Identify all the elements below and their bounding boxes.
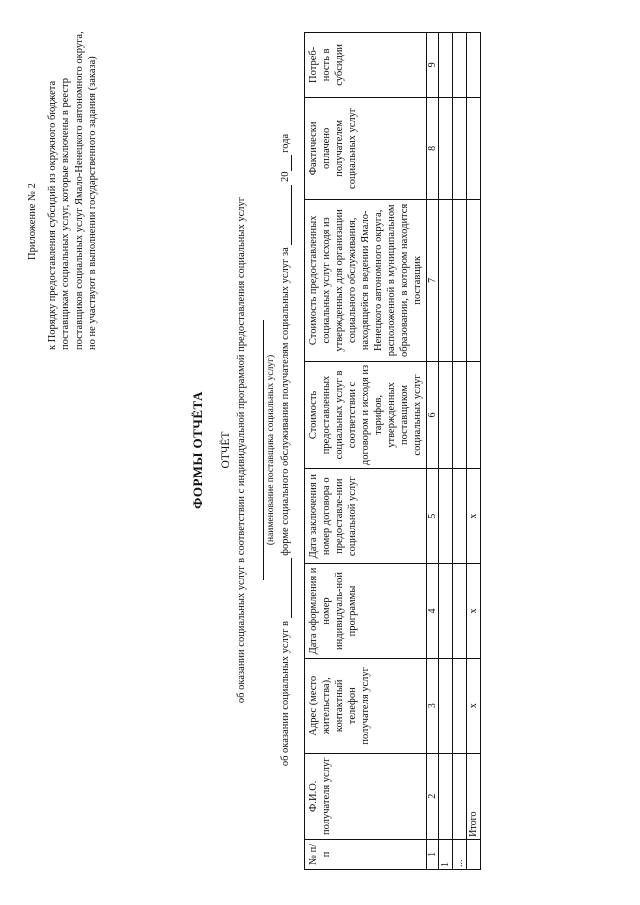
table-cell — [467, 33, 481, 98]
table-cell: х — [467, 564, 481, 659]
table-cell — [467, 200, 481, 362]
appendix-number: Приложение № 2 — [27, 183, 38, 260]
table-cell: х — [467, 658, 481, 753]
table-cell — [467, 361, 481, 469]
table-header-row — [305, 33, 427, 870]
table-cell — [439, 564, 453, 659]
period-text-c: за — [280, 247, 291, 257]
col-number: 4 — [427, 564, 439, 659]
table-number-row — [427, 33, 439, 870]
period-text-e: года — [280, 133, 291, 153]
col-number: 1 — [427, 839, 439, 869]
table-cell — [439, 469, 453, 564]
year-blank — [280, 155, 292, 171]
table-cell — [453, 564, 467, 659]
period-text-b: форме социального обслуживания получателям социальных услуг — [280, 258, 291, 556]
col-number: 7 — [427, 200, 439, 362]
table-cell — [467, 839, 481, 869]
rotated-document-page — [20, 30, 620, 870]
col-number: 5 — [427, 469, 439, 564]
col-header-num: № п/п — [305, 839, 427, 869]
col-number: 3 — [427, 658, 439, 753]
report-table — [304, 32, 481, 870]
table-cell — [439, 658, 453, 753]
appendix-block — [26, 30, 100, 350]
table-cell — [467, 97, 481, 199]
table-row — [439, 33, 453, 870]
report-period-line — [280, 30, 292, 870]
table-cell — [453, 469, 467, 564]
col-header-address: Адрес (место жительства), контактный телефон получателя услуг — [305, 658, 427, 753]
table-cell — [439, 200, 453, 362]
table-cell — [453, 97, 467, 199]
col-header-contract: Дата заключения и номер договора о предоставле-нии социальной услуг — [305, 469, 427, 564]
provider-name-line — [252, 320, 264, 580]
col-header-name: Ф.И.О. получателя услуг — [305, 753, 427, 839]
table-row — [453, 33, 467, 870]
col-header-paid: Фактически оплачено получателем социальных услуг — [305, 97, 427, 199]
table-cell — [439, 361, 453, 469]
report-subtitle: об оказании социальных услуг в соответствии с индивидуальной программой предоставления социальных услуг — [236, 196, 247, 704]
table-cell: 1 — [439, 839, 453, 869]
table-cell — [453, 658, 467, 753]
table-cell — [453, 361, 467, 469]
table-cell: ... — [453, 839, 467, 869]
period-blank — [280, 185, 292, 245]
appendix-text: к Порядку предоставления субсидий из окружного бюджета поставщикам социальных услуг, которые включены в реестр поставщиков социальных услуг Ямало-Ненецкого автономного округа, но не участвуют в выполнении государственного задания (заказа) — [46, 31, 99, 350]
col-number: 8 — [427, 97, 439, 199]
col-header-subsidy: Потреб-ность в субсидии — [305, 33, 427, 98]
col-header-cost-standard: Стоимость предоставленных социальных услуг исходя из утвержденных для организации социального обслуживания, находящейся в ведении Ямало-Ненецкого автономного округа, расположенной в муниципальном образовании, в котором находится поставщик — [305, 200, 427, 362]
period-text-a: об оказании социальных услуг в — [280, 621, 291, 767]
table-cell — [439, 753, 453, 839]
table-cell — [453, 33, 467, 98]
period-text-d: 20 — [280, 171, 291, 182]
col-number: 6 — [427, 361, 439, 469]
provider-name-blank — [252, 30, 264, 870]
table-cell: х — [467, 469, 481, 564]
provider-name-caption: (наименование поставщика социальных услуг) — [266, 354, 276, 546]
table-total-row — [467, 33, 481, 870]
report-heading: ОТЧЁТ — [220, 431, 232, 469]
table-cell — [453, 200, 467, 362]
form-blank — [280, 558, 292, 618]
table-cell — [439, 97, 453, 199]
document-title: ФОРМЫ ОТЧЁТА — [190, 391, 205, 509]
col-header-cost-contract: Стоимость предоставленных социальных услуг в соответствии с договором и исходя из тарифов, утвержденных поставщиком социальных услуг — [305, 361, 427, 469]
col-number: 2 — [427, 753, 439, 839]
table-cell — [453, 753, 467, 839]
table-cell — [439, 33, 453, 98]
col-number: 9 — [427, 33, 439, 98]
col-header-program: Дата оформления и номер индивидуаль-ной программы — [305, 564, 427, 659]
total-label: Итого — [467, 753, 481, 839]
